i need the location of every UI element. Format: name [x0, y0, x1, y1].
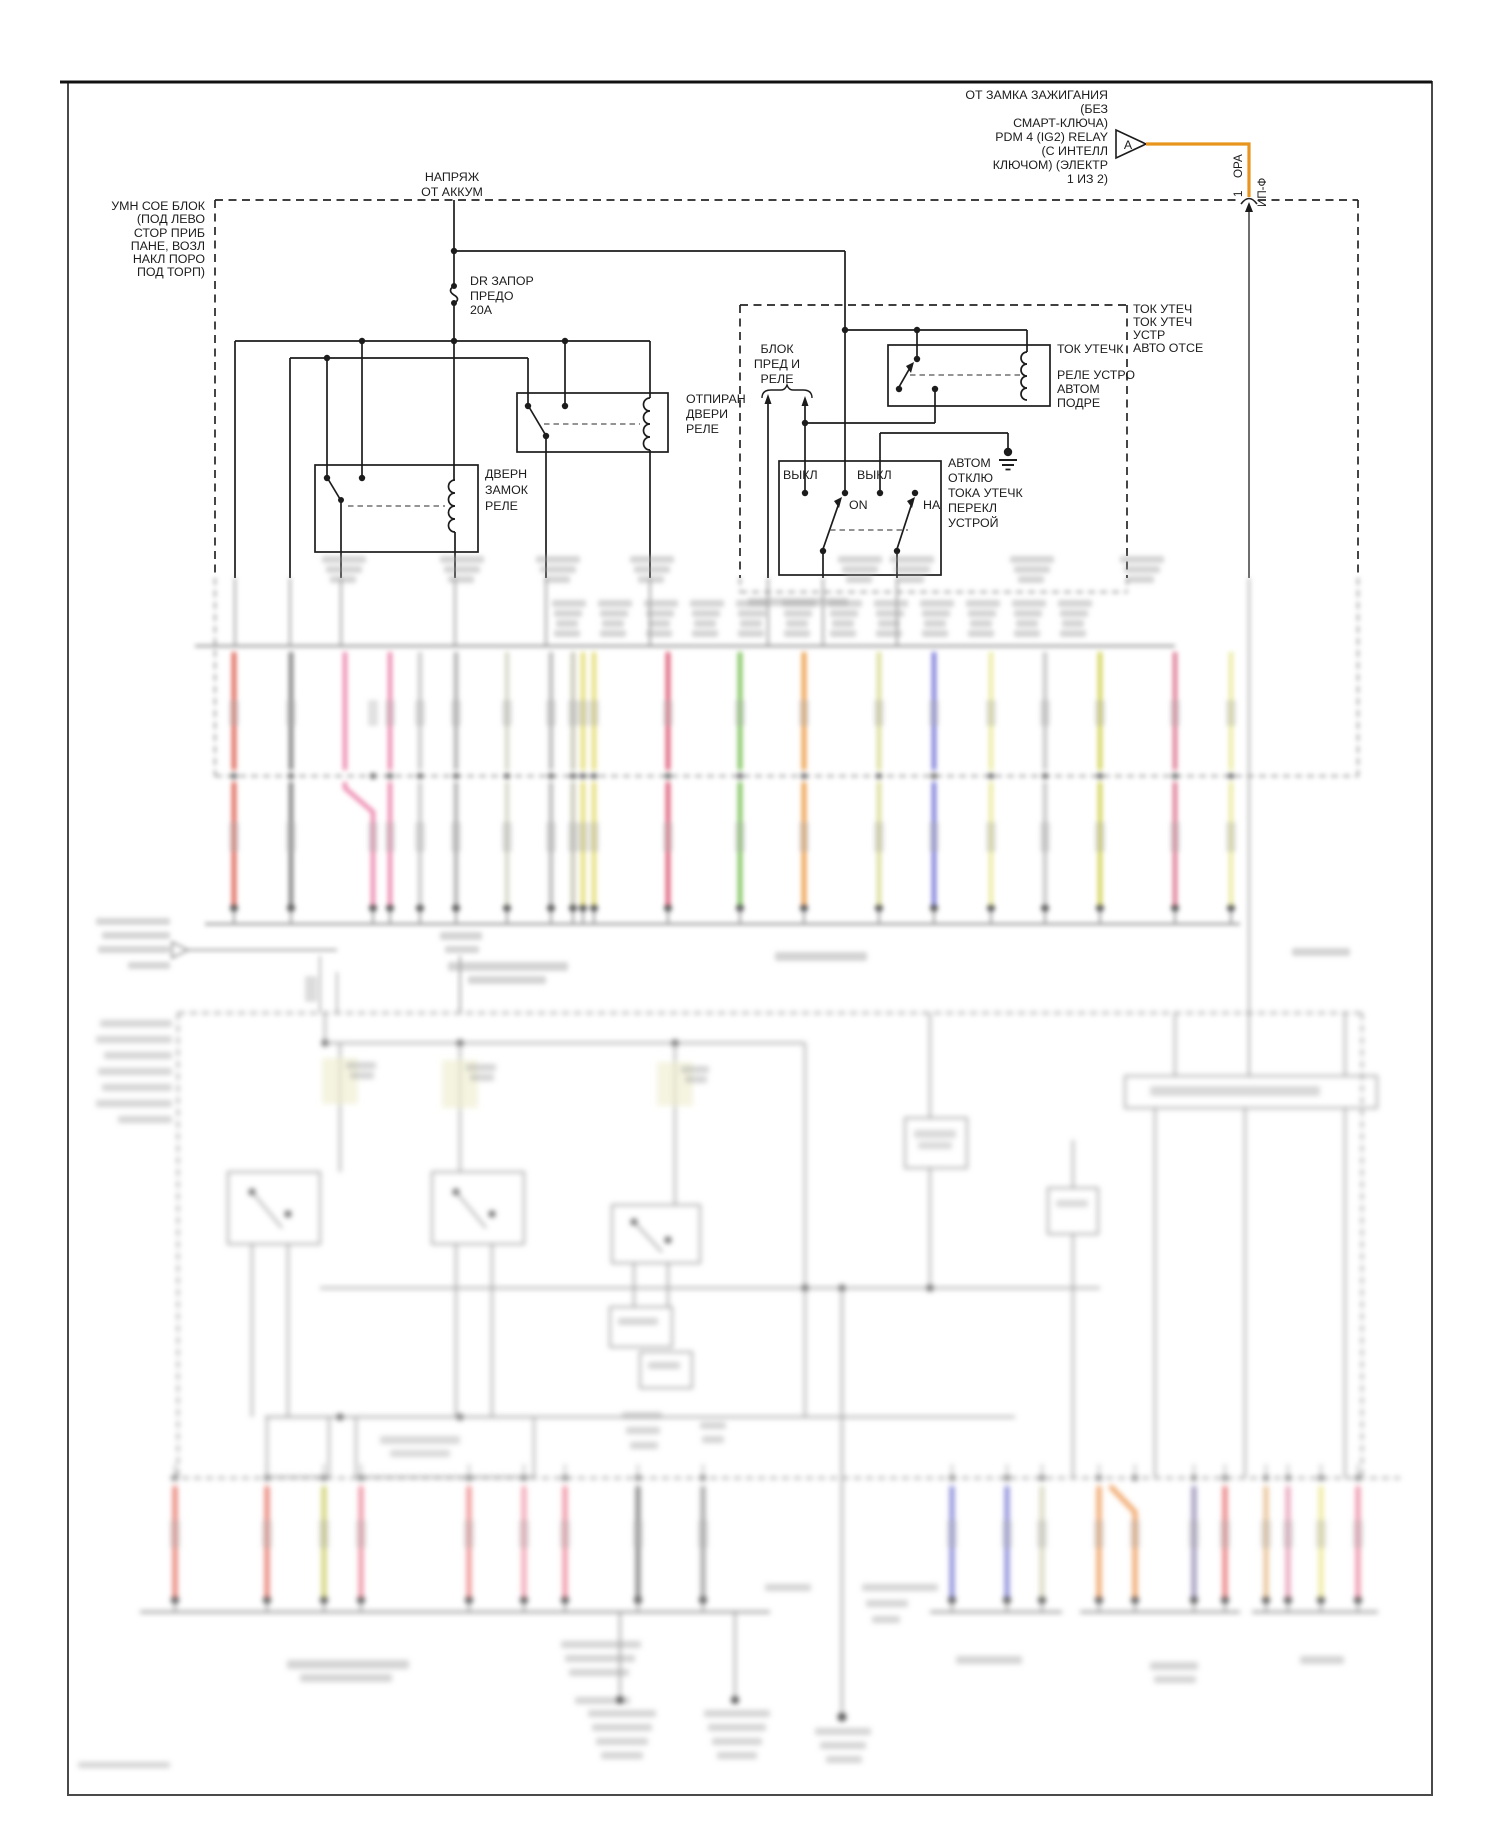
switch-arrow-icon: [907, 497, 915, 508]
blurred-section-upper: [96, 556, 1358, 1076]
fuse-relay-block-ref: [754, 342, 812, 578]
relay-coil-icon: [1021, 352, 1027, 400]
brace-icon: [762, 385, 812, 398]
switch-desc-line: ТОКА УТЕЧК: [948, 486, 1023, 500]
leakage-relay-label-line: АВТОМ: [1057, 382, 1100, 396]
fuse-label-line: DR ЗАПОР: [470, 274, 534, 288]
sjb-label-line: ПОД ТОРП): [136, 265, 205, 279]
leakage-box-label-line: ТОК УТЕЧ: [1133, 315, 1193, 329]
switch-desc-line: ОТКЛЮ: [948, 471, 994, 485]
lock-relay-label-line: ДВЕРН: [485, 467, 528, 481]
fuse-label-line: ПРЕДО: [470, 289, 514, 303]
leakage-box-label-line: УСТР: [1133, 328, 1166, 342]
ignition-label-line: 1 ИЗ 2): [1066, 172, 1108, 186]
sjb-label-line: УМН СОЕ БЛОК: [111, 199, 205, 213]
fuse-relay-label-line: БЛОК: [760, 342, 794, 356]
switch-desc-line: ПЕРЕКЛ: [948, 501, 998, 515]
fuse-relay-label-line: ПРЕД И: [753, 357, 801, 371]
switch-off-right-label: ВЫКЛ: [857, 468, 892, 482]
unlock-relay-label-line: ОТПИРАН: [686, 392, 746, 406]
ignition-label-line: (БЕЗ: [1080, 102, 1108, 116]
sjb-label-line: НАКЛ ПОРО: [132, 252, 205, 266]
switch-desc-line: АВТОМ: [948, 456, 991, 470]
lock-relay-label-line: РЕЛЕ: [485, 499, 518, 513]
switch-desc-line: УСТРОЙ: [948, 516, 999, 530]
wire-connector-name-label: ИП-Ф: [1256, 177, 1269, 207]
switch-na-label: НА: [923, 498, 941, 512]
fuse-label-line: 20А: [470, 303, 493, 317]
relay-coil-icon: [644, 398, 651, 450]
ignition-source-block: [965, 88, 1269, 578]
switch-off-left-label: ВЫКЛ: [783, 468, 818, 482]
wire-pin-label: 1: [1232, 190, 1245, 197]
ignition-label-line: ОТ ЗАМКА ЗАЖИГАНИЯ: [965, 88, 1108, 102]
switch-arrow-icon: [834, 497, 842, 508]
ignition-label-line: (С ИНТЕЛЛ: [1041, 144, 1108, 158]
smart-junction-block: [111, 199, 1358, 578]
door-unlock-relay: [517, 392, 746, 578]
sjb-label-line: (ПОД ЛЕВО: [136, 212, 205, 226]
battery-feed: [235, 170, 845, 578]
up-arrow-icon: [1245, 202, 1253, 212]
ignition-label-line: КЛЮЧОМ) (ЭЛЕКТР: [992, 158, 1108, 172]
leakage-box-label-line: ТОК УТЕЧ: [1133, 302, 1193, 316]
ignition-label-line: СМАРТ-КЛЮЧА): [1013, 116, 1108, 130]
leakage-box-label-line: АВТО ОТСЕ: [1133, 341, 1204, 355]
blurred-section-lower: [78, 1013, 1400, 1768]
sjb-label-line: СТОР ПРИБ: [133, 226, 205, 240]
fuse-relay-label-line: РЕЛЕ: [760, 372, 794, 386]
connector-a-label: А: [1123, 138, 1133, 152]
leakage-relay-label-line: РЕЛЕ УСТРО: [1057, 368, 1135, 382]
sjb-label-line: ПАНЕ, ВОЗЛ: [130, 239, 205, 253]
leakage-cutoff-box: [740, 302, 1203, 578]
relay-coil-icon: [449, 480, 456, 532]
unlock-relay-label-line: ДВЕРИ: [686, 407, 729, 421]
wire-color-label: ОРА: [1232, 154, 1245, 178]
ignition-label-line: PDM 4 (IG2) RELAY: [995, 130, 1108, 144]
leakage-relay-label-line: ПОДРЕ: [1057, 396, 1101, 410]
leakage-relay-title: ТОК УТЕЧК: [1057, 342, 1124, 356]
unlock-relay-label-line: РЕЛЕ: [686, 422, 719, 436]
lock-relay-label-line: ЗАМОК: [485, 483, 528, 497]
battery-label-line: ОТ АККУМ: [421, 185, 483, 199]
battery-label-line: НАПРЯЖ: [424, 170, 480, 184]
ground-icon: [999, 460, 1017, 470]
switch-on-label: ON: [849, 498, 868, 512]
